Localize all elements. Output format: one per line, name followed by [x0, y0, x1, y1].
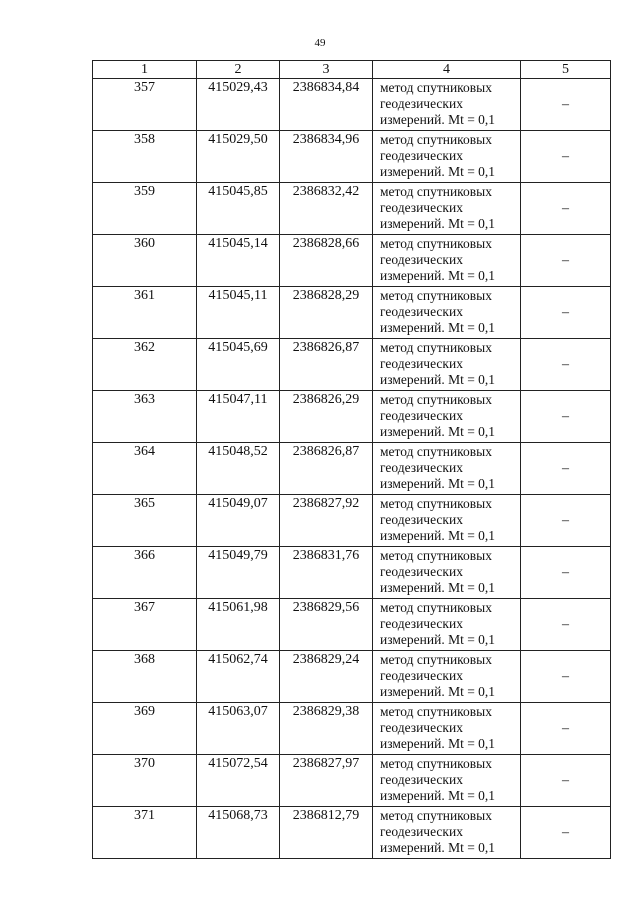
y-coordinate-cell: 2386828,66: [280, 235, 373, 287]
method-text-line: метод спутниковых: [380, 444, 492, 459]
method-cell: [373, 703, 521, 755]
method-text-line: геодезических: [380, 616, 463, 631]
y-coordinate-cell: 2386829,24: [280, 651, 373, 703]
method-text-line: измерений. Mt = 0,1: [380, 216, 496, 231]
x-coordinate-cell: 415062,74: [197, 651, 280, 703]
method-text-line: измерений. Mt = 0,1: [380, 736, 496, 751]
point-number-cell: 362: [93, 339, 197, 391]
description-cell: –: [521, 79, 611, 131]
method-text-line: метод спутниковых: [380, 288, 492, 303]
method-cell: [373, 755, 521, 807]
method-text-line: геодезических: [380, 824, 463, 839]
table-row: [93, 495, 611, 547]
description-cell: –: [521, 807, 611, 859]
x-coordinate-cell: 415072,54: [197, 755, 280, 807]
y-coordinate-cell: 2386826,29: [280, 391, 373, 443]
description-cell: –: [521, 755, 611, 807]
method-text-line: метод спутниковых: [380, 236, 492, 251]
method-cell: [373, 651, 521, 703]
point-number-cell: 370: [93, 755, 197, 807]
point-number-cell: 363: [93, 391, 197, 443]
method-text-line: метод спутниковых: [380, 600, 492, 615]
table-row: [93, 599, 611, 651]
column-header-4: 4: [373, 61, 521, 79]
method-text-line: измерений. Mt = 0,1: [380, 112, 496, 127]
x-coordinate-cell: 415049,79: [197, 547, 280, 599]
method-cell: [373, 183, 521, 235]
method-text-line: геодезических: [380, 408, 463, 423]
description-cell: –: [521, 495, 611, 547]
method-text-line: метод спутниковых: [380, 548, 492, 563]
y-coordinate-cell: 2386829,56: [280, 599, 373, 651]
y-coordinate-cell: 2386831,76: [280, 547, 373, 599]
y-coordinate-cell: 2386812,79: [280, 807, 373, 859]
description-cell: –: [521, 287, 611, 339]
description-cell: –: [521, 339, 611, 391]
description-cell: –: [521, 235, 611, 287]
table-row: [93, 339, 611, 391]
x-coordinate-cell: 415061,98: [197, 599, 280, 651]
method-text-line: измерений. Mt = 0,1: [380, 788, 496, 803]
method-cell: [373, 79, 521, 131]
method-text-line: метод спутниковых: [380, 80, 492, 95]
y-coordinate-cell: 2386834,84: [280, 79, 373, 131]
method-text-line: метод спутниковых: [380, 808, 492, 823]
description-cell: –: [521, 703, 611, 755]
table-row: [93, 287, 611, 339]
method-text-line: метод спутниковых: [380, 392, 492, 407]
description-cell: –: [521, 391, 611, 443]
method-text-line: геодезических: [380, 356, 463, 371]
method-text-line: метод спутниковых: [380, 756, 492, 771]
method-cell: [373, 495, 521, 547]
x-coordinate-cell: 415047,11: [197, 391, 280, 443]
method-text-line: геодезических: [380, 772, 463, 787]
method-cell: [373, 339, 521, 391]
method-text-line: геодезических: [380, 200, 463, 215]
description-cell: –: [521, 183, 611, 235]
table-body: [93, 79, 611, 859]
x-coordinate-cell: 415045,69: [197, 339, 280, 391]
x-coordinate-cell: 415068,73: [197, 807, 280, 859]
method-text-line: геодезических: [380, 668, 463, 683]
method-text-line: геодезических: [380, 512, 463, 527]
description-cell: –: [521, 547, 611, 599]
x-coordinate-cell: 415048,52: [197, 443, 280, 495]
method-text-line: геодезических: [380, 252, 463, 267]
method-text-line: измерений. Mt = 0,1: [380, 320, 496, 335]
method-text-line: измерений. Mt = 0,1: [380, 632, 496, 647]
x-coordinate-cell: 415045,11: [197, 287, 280, 339]
table-row: [93, 235, 611, 287]
method-cell: [373, 287, 521, 339]
method-text-line: измерений. Mt = 0,1: [380, 528, 496, 543]
method-cell: [373, 131, 521, 183]
method-text-line: измерений. Mt = 0,1: [380, 372, 496, 387]
table-row: [93, 755, 611, 807]
x-coordinate-cell: 415045,14: [197, 235, 280, 287]
point-number-cell: 361: [93, 287, 197, 339]
method-text-line: геодезических: [380, 564, 463, 579]
table-row: [93, 79, 611, 131]
method-cell: [373, 443, 521, 495]
point-number-cell: 368: [93, 651, 197, 703]
coordinates-table: [92, 60, 611, 859]
y-coordinate-cell: 2386827,97: [280, 755, 373, 807]
method-cell: [373, 599, 521, 651]
description-cell: –: [521, 599, 611, 651]
method-text-line: геодезических: [380, 148, 463, 163]
point-number-cell: 365: [93, 495, 197, 547]
method-text-line: измерений. Mt = 0,1: [380, 840, 496, 855]
table-row: [93, 131, 611, 183]
y-coordinate-cell: 2386828,29: [280, 287, 373, 339]
table-row: [93, 703, 611, 755]
table-row: [93, 807, 611, 859]
method-text-line: метод спутниковых: [380, 496, 492, 511]
method-cell: [373, 235, 521, 287]
method-text-line: геодезических: [380, 720, 463, 735]
x-coordinate-cell: 415029,50: [197, 131, 280, 183]
point-number-cell: 369: [93, 703, 197, 755]
x-coordinate-cell: 415029,43: [197, 79, 280, 131]
point-number-cell: 357: [93, 79, 197, 131]
method-text-line: измерений. Mt = 0,1: [380, 580, 496, 595]
point-number-cell: 366: [93, 547, 197, 599]
y-coordinate-cell: 2386827,92: [280, 495, 373, 547]
method-text-line: измерений. Mt = 0,1: [380, 424, 496, 439]
method-cell: [373, 391, 521, 443]
table-row: [93, 183, 611, 235]
method-cell: [373, 807, 521, 859]
point-number-cell: 367: [93, 599, 197, 651]
point-number-cell: 371: [93, 807, 197, 859]
method-text-line: геодезических: [380, 460, 463, 475]
method-text-line: измерений. Mt = 0,1: [380, 268, 496, 283]
x-coordinate-cell: 415045,85: [197, 183, 280, 235]
method-text-line: метод спутниковых: [380, 652, 492, 667]
description-cell: –: [521, 131, 611, 183]
method-text-line: измерений. Mt = 0,1: [380, 164, 496, 179]
y-coordinate-cell: 2386826,87: [280, 443, 373, 495]
method-text-line: метод спутниковых: [380, 340, 492, 355]
method-text-line: метод спутниковых: [380, 132, 492, 147]
description-cell: –: [521, 651, 611, 703]
y-coordinate-cell: 2386834,96: [280, 131, 373, 183]
table-header-row: [93, 61, 611, 79]
table-row: [93, 547, 611, 599]
x-coordinate-cell: 415049,07: [197, 495, 280, 547]
y-coordinate-cell: 2386829,38: [280, 703, 373, 755]
x-coordinate-cell: 415063,07: [197, 703, 280, 755]
description-cell: –: [521, 443, 611, 495]
column-header-5: 5: [521, 61, 611, 79]
column-header-2: 2: [197, 61, 280, 79]
table-row: [93, 443, 611, 495]
table-row: [93, 651, 611, 703]
y-coordinate-cell: 2386826,87: [280, 339, 373, 391]
method-text-line: измерений. Mt = 0,1: [380, 476, 496, 491]
point-number-cell: 360: [93, 235, 197, 287]
column-header-1: 1: [93, 61, 197, 79]
y-coordinate-cell: 2386832,42: [280, 183, 373, 235]
method-text-line: геодезических: [380, 96, 463, 111]
method-text-line: измерений. Mt = 0,1: [380, 684, 496, 699]
method-text-line: метод спутниковых: [380, 704, 492, 719]
method-text-line: метод спутниковых: [380, 184, 492, 199]
method-cell: [373, 547, 521, 599]
table-row: [93, 391, 611, 443]
method-text-line: геодезических: [380, 304, 463, 319]
column-header-3: 3: [280, 61, 373, 79]
point-number-cell: 358: [93, 131, 197, 183]
point-number-cell: 364: [93, 443, 197, 495]
point-number-cell: 359: [93, 183, 197, 235]
page-number: 49: [314, 37, 326, 49]
